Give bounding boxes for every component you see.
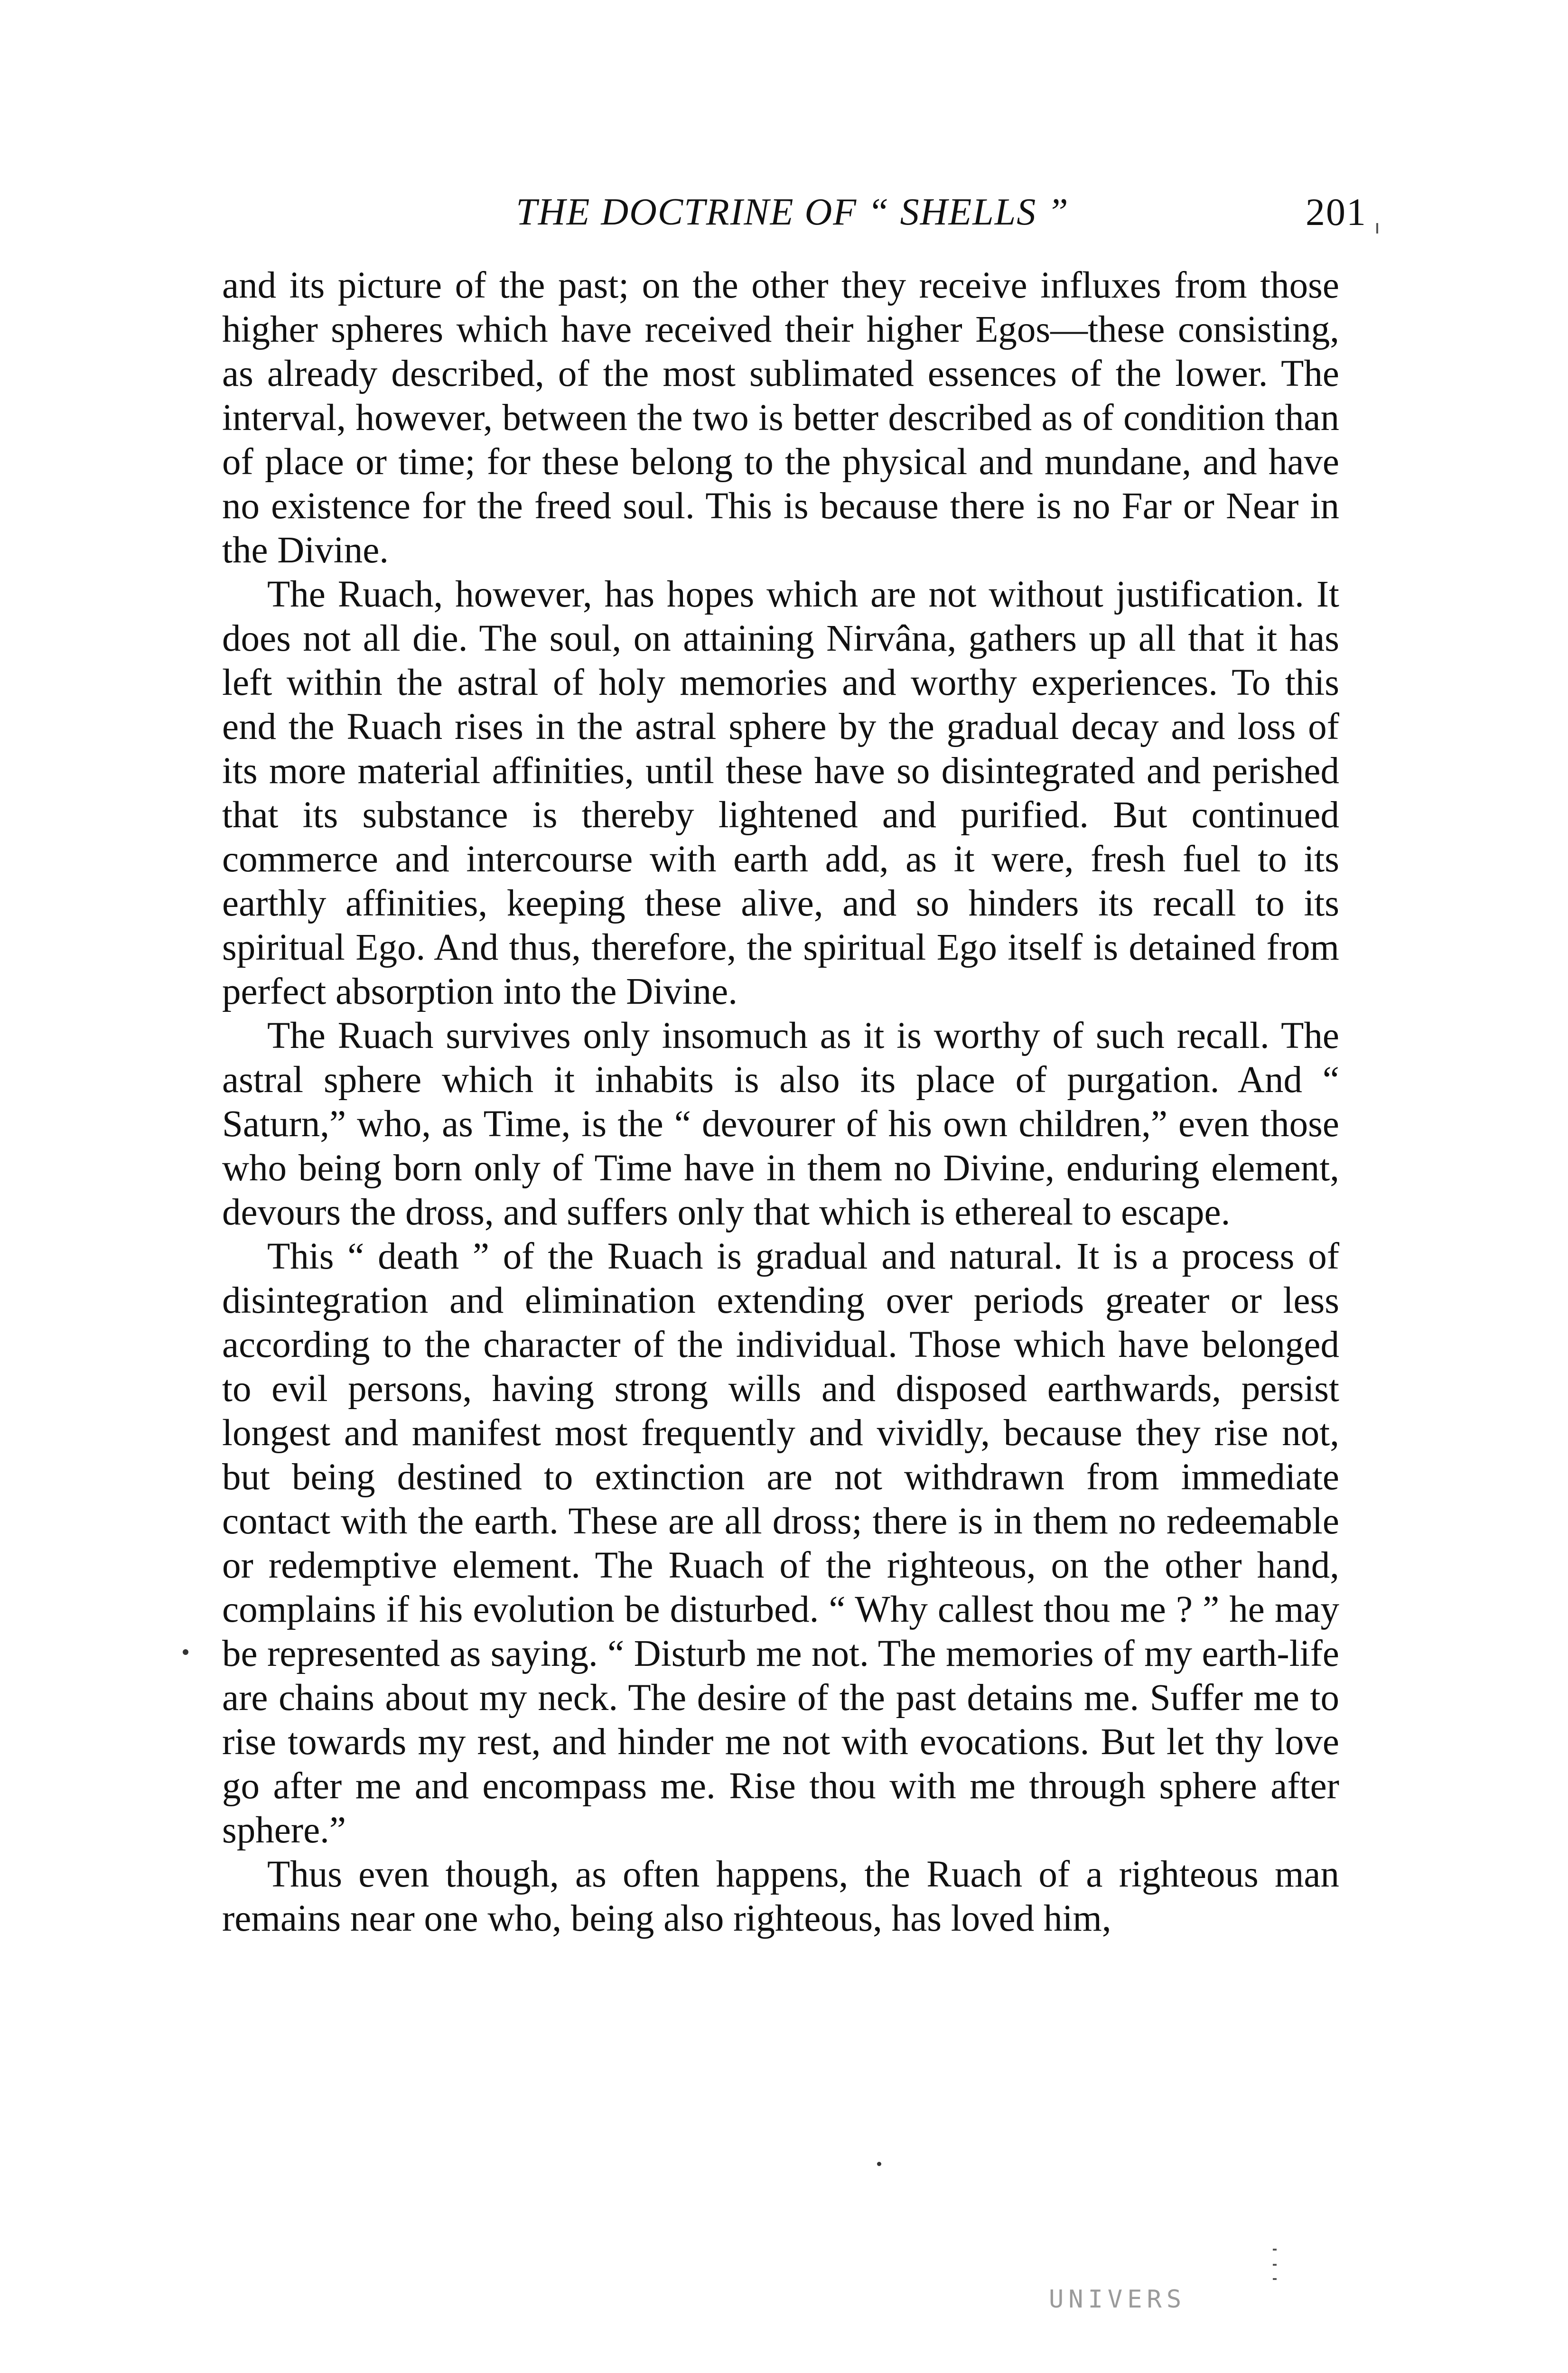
page-number: 201 <box>1306 190 1367 234</box>
paragraph: and its picture of the past; on the other they receive influxes from those higher spheres which have received their higher Egos—these consisting, as already described, of the most sublimated essences of the lower. The interval, however, between the two is better described as of condition than of place or time; for these belong to the physical and mundane, and have no existence for the freed soul. This is because there is no Far or Near in the Divine. <box>222 265 1339 571</box>
margin-mark <box>1273 2249 1277 2251</box>
margin-speck <box>183 1649 188 1655</box>
margin-mark <box>1273 2278 1277 2280</box>
paragraph: The Ruach survives only insomuch as it is worthy of such recall. The astral sphere which it inhabits is also its place of purgation. And “ Saturn,” who, as Time, is the “ devourer of his own children,” even those who being born only of Time have in them no Divine, enduring element, devours the dross, and suffers only that which is ethereal to escape. <box>222 1015 1339 1233</box>
paragraph: The Ruach, however, has hopes which are not without justification. It does not all die. The soul, on attaining Nirvâna, gathers up all that it has left within the astral of holy memories and worthy experiences. To this end the Ruach rises in the astral sphere by the gradual decay and loss of its more material affinities, until these have so disintegrated and perished that its substance is thereby lightened and purified. But continued commerce and intercourse with earth add, as it were, fresh fuel to its earthly affinities, keeping these alive, and so hinders its recall to its spiritual Ego. And thus, therefore, the spiritual Ego itself is detained from perfect absorption into the Divine. <box>222 574 1339 1012</box>
body-text <box>222 263 1339 1941</box>
running-head <box>218 186 1367 238</box>
running-title: THE DOCTRINE OF “ SHELLS ” <box>516 191 1069 233</box>
margin-speck <box>877 2162 881 2166</box>
margin-mark <box>1273 2264 1277 2266</box>
paragraph: This “ death ” of the Ruach is gradual and natural. It is a process of disintegration and elimination extending over periods greater or less according to the character of the individual. Those which have belonged to evil persons, having strong wills and disposed earthwards, persist longest and manifest most frequently and vividly, because they rise not, but being destined to extinction are not withdrawn from immediate contact with the earth. These are all dross; there is in them no redeemable or redemptive element. The Ruach of the righteous, on the other hand, complains if his evolution be disturbed. “ Why callest thou me ? ” he may be represented as saying. “ Disturb me not. The memories of my earth-life are chains about my neck. The desire of the past detains me. Suffer me to rise towards my rest, and hinder me not with evocations. But let thy love go after me and encompass me. Rise thou with me through sphere after sphere.” <box>222 1236 1339 1851</box>
margin-mark <box>1376 223 1378 234</box>
paragraph: Thus even though, as often happens, the Ruach of a righteous man remains near one who, being also righteous, has loved him, <box>222 1854 1339 1939</box>
library-stamp: UNIVERS <box>1049 2285 1186 2314</box>
